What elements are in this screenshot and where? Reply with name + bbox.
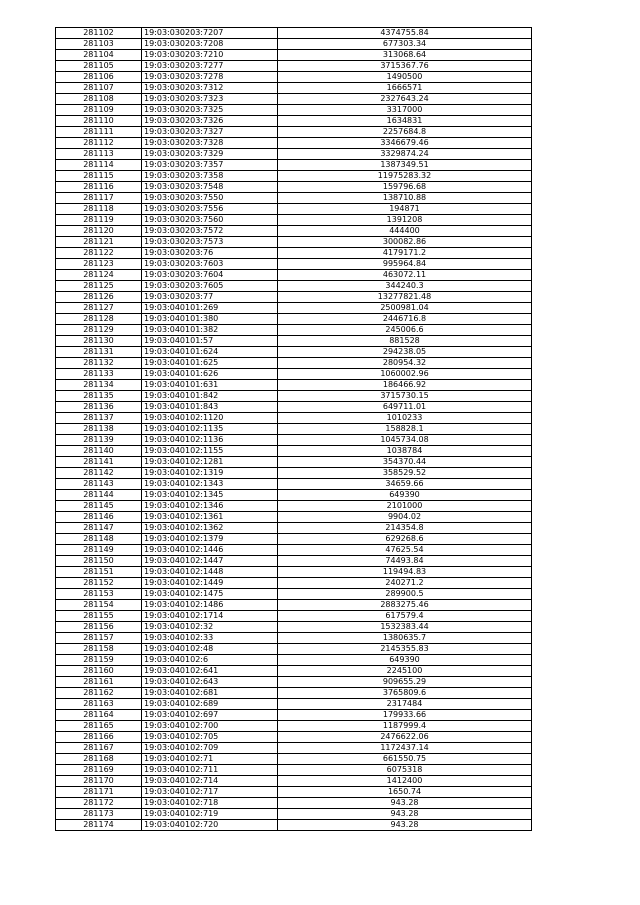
table-row xyxy=(56,72,532,83)
cadastral-number-cell: 19:03:030203:7327 xyxy=(142,127,278,138)
table-row xyxy=(56,50,532,61)
row-id-cell: 281127 xyxy=(56,303,142,314)
value-cell: 649390 xyxy=(278,490,532,501)
value-cell: 4179171.2 xyxy=(278,248,532,259)
value-cell: 1412400 xyxy=(278,776,532,787)
value-cell: 358529.52 xyxy=(278,468,532,479)
value-cell: 2883275.46 xyxy=(278,600,532,611)
value-cell: 1045734.08 xyxy=(278,435,532,446)
table-row xyxy=(56,787,532,798)
value-cell: 943.28 xyxy=(278,820,532,831)
cadastral-number-cell: 19:03:030203:76 xyxy=(142,248,278,259)
cadastral-number-cell: 19:03:040102:1379 xyxy=(142,534,278,545)
cadastral-number-cell: 19:03:040101:382 xyxy=(142,325,278,336)
table-row xyxy=(56,743,532,754)
cadastral-number-cell: 19:03:040102:1448 xyxy=(142,567,278,578)
value-cell: 6075318 xyxy=(278,765,532,776)
row-id-cell: 281157 xyxy=(56,633,142,644)
table-row xyxy=(56,655,532,666)
cadastral-number-cell: 19:03:040102:1449 xyxy=(142,578,278,589)
cadastral-number-cell: 19:03:040101:842 xyxy=(142,391,278,402)
value-cell: 995964.84 xyxy=(278,259,532,270)
value-cell: 245006.6 xyxy=(278,325,532,336)
value-cell: 158828.1 xyxy=(278,424,532,435)
row-id-cell: 281106 xyxy=(56,72,142,83)
row-id-cell: 281125 xyxy=(56,281,142,292)
cadastral-number-cell: 19:03:030203:7323 xyxy=(142,94,278,105)
table-row xyxy=(56,215,532,226)
cadastral-number-cell: 19:03:030203:7208 xyxy=(142,39,278,50)
table-row xyxy=(56,721,532,732)
table-row xyxy=(56,226,532,237)
row-id-cell: 281155 xyxy=(56,611,142,622)
cadastral-number-cell: 19:03:030203:7278 xyxy=(142,72,278,83)
cadastral-number-cell: 19:03:040102:718 xyxy=(142,798,278,809)
table-row xyxy=(56,633,532,644)
row-id-cell: 281134 xyxy=(56,380,142,391)
table-row xyxy=(56,798,532,809)
row-id-cell: 281143 xyxy=(56,479,142,490)
table-row xyxy=(56,479,532,490)
row-id-cell: 281130 xyxy=(56,336,142,347)
cadastral-number-cell: 19:03:030203:7277 xyxy=(142,61,278,72)
value-cell: 909655.29 xyxy=(278,677,532,688)
row-id-cell: 281122 xyxy=(56,248,142,259)
value-cell: 11975283.32 xyxy=(278,171,532,182)
value-cell: 617579.4 xyxy=(278,611,532,622)
row-id-cell: 281173 xyxy=(56,809,142,820)
table-row xyxy=(56,413,532,424)
table-row xyxy=(56,567,532,578)
table-row xyxy=(56,149,532,160)
cadastral-number-cell: 19:03:030203:7556 xyxy=(142,204,278,215)
row-id-cell: 281142 xyxy=(56,468,142,479)
value-cell: 463072.11 xyxy=(278,270,532,281)
value-cell: 881528 xyxy=(278,336,532,347)
value-cell: 280954.32 xyxy=(278,358,532,369)
value-cell: 444400 xyxy=(278,226,532,237)
table-row xyxy=(56,292,532,303)
value-cell: 1532383.44 xyxy=(278,622,532,633)
row-id-cell: 281141 xyxy=(56,457,142,468)
table-row xyxy=(56,545,532,556)
table-row xyxy=(56,732,532,743)
table-row xyxy=(56,380,532,391)
value-cell: 3765809.6 xyxy=(278,688,532,699)
row-id-cell: 281147 xyxy=(56,523,142,534)
value-cell: 1060002.96 xyxy=(278,369,532,380)
cadastral-number-cell: 19:03:040102:1447 xyxy=(142,556,278,567)
row-id-cell: 281123 xyxy=(56,259,142,270)
table-row xyxy=(56,424,532,435)
cadastral-number-cell: 19:03:040101:626 xyxy=(142,369,278,380)
table-row xyxy=(56,622,532,633)
value-cell: 240271.2 xyxy=(278,578,532,589)
row-id-cell: 281116 xyxy=(56,182,142,193)
cadastral-number-cell: 19:03:030203:7605 xyxy=(142,281,278,292)
value-cell: 2145355.83 xyxy=(278,644,532,655)
value-cell: 313068.64 xyxy=(278,50,532,61)
cadastral-number-cell: 19:03:030203:7207 xyxy=(142,28,278,39)
value-cell: 3715367.76 xyxy=(278,61,532,72)
value-cell: 2500981.04 xyxy=(278,303,532,314)
cadastral-number-cell: 19:03:040102:1346 xyxy=(142,501,278,512)
row-id-cell: 281129 xyxy=(56,325,142,336)
value-cell: 2327643.24 xyxy=(278,94,532,105)
cadastral-number-cell: 19:03:040102:700 xyxy=(142,721,278,732)
cadastral-number-cell: 19:03:030203:7603 xyxy=(142,259,278,270)
cadastral-number-cell: 19:03:040102:32 xyxy=(142,622,278,633)
table-row xyxy=(56,446,532,457)
value-cell: 289900.5 xyxy=(278,589,532,600)
table-row xyxy=(56,699,532,710)
row-id-cell: 281113 xyxy=(56,149,142,160)
row-id-cell: 281118 xyxy=(56,204,142,215)
table-row xyxy=(56,468,532,479)
cadastral-number-cell: 19:03:040102:641 xyxy=(142,666,278,677)
value-cell: 943.28 xyxy=(278,809,532,820)
cadastral-number-cell: 19:03:040102:1475 xyxy=(142,589,278,600)
table-row xyxy=(56,314,532,325)
cadastral-number-cell: 19:03:040102:1281 xyxy=(142,457,278,468)
table-row xyxy=(56,490,532,501)
row-id-cell: 281161 xyxy=(56,677,142,688)
table-row xyxy=(56,402,532,413)
cadastral-number-cell: 19:03:030203:7573 xyxy=(142,237,278,248)
row-id-cell: 281172 xyxy=(56,798,142,809)
row-id-cell: 281112 xyxy=(56,138,142,149)
value-cell: 1172437.14 xyxy=(278,743,532,754)
row-id-cell: 281156 xyxy=(56,622,142,633)
value-cell: 1490500 xyxy=(278,72,532,83)
table-row xyxy=(56,677,532,688)
row-id-cell: 281140 xyxy=(56,446,142,457)
table-row xyxy=(56,644,532,655)
table-row xyxy=(56,336,532,347)
value-cell: 119494.83 xyxy=(278,567,532,578)
row-id-cell: 281131 xyxy=(56,347,142,358)
cadastral-number-cell: 19:03:040102:689 xyxy=(142,699,278,710)
value-cell: 4374755.84 xyxy=(278,28,532,39)
row-id-cell: 281171 xyxy=(56,787,142,798)
table-row xyxy=(56,523,532,534)
row-id-cell: 281174 xyxy=(56,820,142,831)
cadastral-number-cell: 19:03:030203:7326 xyxy=(142,116,278,127)
row-id-cell: 281132 xyxy=(56,358,142,369)
cadastral-number-cell: 19:03:040102:681 xyxy=(142,688,278,699)
table-row xyxy=(56,369,532,380)
table-row xyxy=(56,105,532,116)
value-cell: 649390 xyxy=(278,655,532,666)
row-id-cell: 281133 xyxy=(56,369,142,380)
value-cell: 47625.54 xyxy=(278,545,532,556)
table-row xyxy=(56,160,532,171)
value-cell: 629268.6 xyxy=(278,534,532,545)
row-id-cell: 281165 xyxy=(56,721,142,732)
row-id-cell: 281107 xyxy=(56,83,142,94)
table-row xyxy=(56,270,532,281)
value-cell: 1187999.4 xyxy=(278,721,532,732)
table-row xyxy=(56,83,532,94)
value-cell: 1666571 xyxy=(278,83,532,94)
table-row xyxy=(56,688,532,699)
value-cell: 1010233 xyxy=(278,413,532,424)
cadastral-number-cell: 19:03:030203:7328 xyxy=(142,138,278,149)
table-row xyxy=(56,666,532,677)
row-id-cell: 281150 xyxy=(56,556,142,567)
cadastral-number-cell: 19:03:040102:643 xyxy=(142,677,278,688)
cadastral-number-cell: 19:03:040101:843 xyxy=(142,402,278,413)
value-cell: 344240.3 xyxy=(278,281,532,292)
table-row xyxy=(56,556,532,567)
row-id-cell: 281146 xyxy=(56,512,142,523)
table-row xyxy=(56,512,532,523)
row-id-cell: 281169 xyxy=(56,765,142,776)
row-id-cell: 281138 xyxy=(56,424,142,435)
cadastral-number-cell: 19:03:040102:1362 xyxy=(142,523,278,534)
value-cell: 2446716.8 xyxy=(278,314,532,325)
table-row xyxy=(56,589,532,600)
value-cell: 1650.74 xyxy=(278,787,532,798)
value-cell: 3317000 xyxy=(278,105,532,116)
cadastral-number-cell: 19:03:030203:7560 xyxy=(142,215,278,226)
table-row xyxy=(56,776,532,787)
row-id-cell: 281111 xyxy=(56,127,142,138)
cadastral-number-cell: 19:03:030203:7357 xyxy=(142,160,278,171)
row-id-cell: 281126 xyxy=(56,292,142,303)
table-row xyxy=(56,501,532,512)
cadastral-number-cell: 19:03:040102:1446 xyxy=(142,545,278,556)
cadastral-number-cell: 19:03:040102:714 xyxy=(142,776,278,787)
table-row xyxy=(56,39,532,50)
cadastral-number-cell: 19:03:040102:33 xyxy=(142,633,278,644)
row-id-cell: 281119 xyxy=(56,215,142,226)
table-row xyxy=(56,611,532,622)
value-cell: 138710.88 xyxy=(278,193,532,204)
cadastral-number-cell: 19:03:040102:709 xyxy=(142,743,278,754)
cadastral-number-cell: 19:03:040102:1136 xyxy=(142,435,278,446)
cadastral-number-cell: 19:03:040101:625 xyxy=(142,358,278,369)
row-id-cell: 281115 xyxy=(56,171,142,182)
cadastral-number-cell: 19:03:040101:631 xyxy=(142,380,278,391)
table-row xyxy=(56,237,532,248)
value-cell: 2317484 xyxy=(278,699,532,710)
table-row xyxy=(56,600,532,611)
value-cell: 13277821.48 xyxy=(278,292,532,303)
cadastral-number-cell: 19:03:040102:697 xyxy=(142,710,278,721)
table-row xyxy=(56,710,532,721)
table-row xyxy=(56,28,532,39)
cadastral-number-cell: 19:03:030203:7312 xyxy=(142,83,278,94)
cadastral-number-cell: 19:03:040102:717 xyxy=(142,787,278,798)
row-id-cell: 281160 xyxy=(56,666,142,677)
cadastral-number-cell: 19:03:040101:380 xyxy=(142,314,278,325)
cadastral-number-cell: 19:03:030203:7210 xyxy=(142,50,278,61)
table-row xyxy=(56,259,532,270)
value-cell: 649711.01 xyxy=(278,402,532,413)
table-row xyxy=(56,820,532,831)
value-cell: 3329874.24 xyxy=(278,149,532,160)
table-row xyxy=(56,347,532,358)
cadastral-number-cell: 19:03:030203:7548 xyxy=(142,182,278,193)
value-cell: 214354.8 xyxy=(278,523,532,534)
cadastral-number-cell: 19:03:040102:719 xyxy=(142,809,278,820)
value-cell: 294238.05 xyxy=(278,347,532,358)
row-id-cell: 281109 xyxy=(56,105,142,116)
row-id-cell: 281137 xyxy=(56,413,142,424)
row-id-cell: 281105 xyxy=(56,61,142,72)
table-row xyxy=(56,754,532,765)
row-id-cell: 281144 xyxy=(56,490,142,501)
cadastral-number-cell: 19:03:040102:1319 xyxy=(142,468,278,479)
row-id-cell: 281166 xyxy=(56,732,142,743)
value-cell: 3346679.46 xyxy=(278,138,532,149)
table-body xyxy=(56,28,532,831)
table-row xyxy=(56,358,532,369)
table-row xyxy=(56,116,532,127)
cadastral-number-cell: 19:03:030203:77 xyxy=(142,292,278,303)
row-id-cell: 281103 xyxy=(56,39,142,50)
value-cell: 661550.75 xyxy=(278,754,532,765)
table-row xyxy=(56,578,532,589)
cadastral-number-cell: 19:03:040102:6 xyxy=(142,655,278,666)
cadastral-number-cell: 19:03:040102:1135 xyxy=(142,424,278,435)
cadastral-number-cell: 19:03:040101:57 xyxy=(142,336,278,347)
value-cell: 1380635.7 xyxy=(278,633,532,644)
value-cell: 354370.44 xyxy=(278,457,532,468)
value-cell: 1038784 xyxy=(278,446,532,457)
table-row xyxy=(56,94,532,105)
row-id-cell: 281164 xyxy=(56,710,142,721)
table-row xyxy=(56,391,532,402)
value-cell: 1391208 xyxy=(278,215,532,226)
cadastral-number-cell: 19:03:040102:1714 xyxy=(142,611,278,622)
row-id-cell: 281148 xyxy=(56,534,142,545)
table-row xyxy=(56,534,532,545)
cadastral-number-cell: 19:03:040102:1120 xyxy=(142,413,278,424)
value-cell: 9904.02 xyxy=(278,512,532,523)
table-row xyxy=(56,127,532,138)
value-cell: 34659.66 xyxy=(278,479,532,490)
row-id-cell: 281136 xyxy=(56,402,142,413)
table-row xyxy=(56,281,532,292)
table-row xyxy=(56,193,532,204)
value-cell: 2476622.06 xyxy=(278,732,532,743)
cadastral-number-cell: 19:03:040102:711 xyxy=(142,765,278,776)
cadastral-number-cell: 19:03:040102:1343 xyxy=(142,479,278,490)
cadastral-number-cell: 19:03:040102:705 xyxy=(142,732,278,743)
row-id-cell: 281149 xyxy=(56,545,142,556)
value-cell: 943.28 xyxy=(278,798,532,809)
cadastral-number-cell: 19:03:040102:1361 xyxy=(142,512,278,523)
row-id-cell: 281108 xyxy=(56,94,142,105)
value-cell: 179933.66 xyxy=(278,710,532,721)
cadastral-number-cell: 19:03:030203:7572 xyxy=(142,226,278,237)
cadastral-number-cell: 19:03:040102:71 xyxy=(142,754,278,765)
value-cell: 300082.86 xyxy=(278,237,532,248)
table-row xyxy=(56,182,532,193)
row-id-cell: 281139 xyxy=(56,435,142,446)
row-id-cell: 281128 xyxy=(56,314,142,325)
cadastral-number-cell: 19:03:030203:7358 xyxy=(142,171,278,182)
row-id-cell: 281151 xyxy=(56,567,142,578)
table-row xyxy=(56,61,532,72)
row-id-cell: 281170 xyxy=(56,776,142,787)
value-cell: 1387349.51 xyxy=(278,160,532,171)
table-row xyxy=(56,248,532,259)
value-cell: 2245100 xyxy=(278,666,532,677)
table-row xyxy=(56,303,532,314)
row-id-cell: 281110 xyxy=(56,116,142,127)
table-row xyxy=(56,138,532,149)
row-id-cell: 281120 xyxy=(56,226,142,237)
row-id-cell: 281121 xyxy=(56,237,142,248)
table-row xyxy=(56,435,532,446)
cadastral-number-cell: 19:03:040101:269 xyxy=(142,303,278,314)
row-id-cell: 281152 xyxy=(56,578,142,589)
table-row xyxy=(56,204,532,215)
row-id-cell: 281154 xyxy=(56,600,142,611)
cadastral-number-cell: 19:03:030203:7325 xyxy=(142,105,278,116)
value-cell: 2101000 xyxy=(278,501,532,512)
row-id-cell: 281135 xyxy=(56,391,142,402)
value-cell: 74493.84 xyxy=(278,556,532,567)
row-id-cell: 281167 xyxy=(56,743,142,754)
table-row xyxy=(56,457,532,468)
value-cell: 159796.68 xyxy=(278,182,532,193)
row-id-cell: 281153 xyxy=(56,589,142,600)
table-row xyxy=(56,765,532,776)
table-row xyxy=(56,171,532,182)
cadastral-number-cell: 19:03:030203:7550 xyxy=(142,193,278,204)
row-id-cell: 281114 xyxy=(56,160,142,171)
value-cell: 3715730.15 xyxy=(278,391,532,402)
row-id-cell: 281159 xyxy=(56,655,142,666)
value-cell: 2257684.8 xyxy=(278,127,532,138)
cadastral-number-cell: 19:03:030203:7604 xyxy=(142,270,278,281)
row-id-cell: 281117 xyxy=(56,193,142,204)
value-cell: 1634831 xyxy=(278,116,532,127)
row-id-cell: 281158 xyxy=(56,644,142,655)
cadastral-number-cell: 19:03:040102:1345 xyxy=(142,490,278,501)
table-row xyxy=(56,325,532,336)
row-id-cell: 281168 xyxy=(56,754,142,765)
cadastral-number-cell: 19:03:040102:1486 xyxy=(142,600,278,611)
value-cell: 186466.92 xyxy=(278,380,532,391)
cadastral-number-cell: 19:03:040101:624 xyxy=(142,347,278,358)
cadastral-number-cell: 19:03:040102:48 xyxy=(142,644,278,655)
cadastral-number-cell: 19:03:040102:720 xyxy=(142,820,278,831)
value-cell: 677303.34 xyxy=(278,39,532,50)
row-id-cell: 281145 xyxy=(56,501,142,512)
row-id-cell: 281124 xyxy=(56,270,142,281)
value-cell: 194871 xyxy=(278,204,532,215)
cadastral-number-cell: 19:03:030203:7329 xyxy=(142,149,278,160)
row-id-cell: 281102 xyxy=(56,28,142,39)
data-table xyxy=(55,27,532,831)
table-row xyxy=(56,809,532,820)
cadastral-number-cell: 19:03:040102:1155 xyxy=(142,446,278,457)
row-id-cell: 281162 xyxy=(56,688,142,699)
row-id-cell: 281163 xyxy=(56,699,142,710)
row-id-cell: 281104 xyxy=(56,50,142,61)
